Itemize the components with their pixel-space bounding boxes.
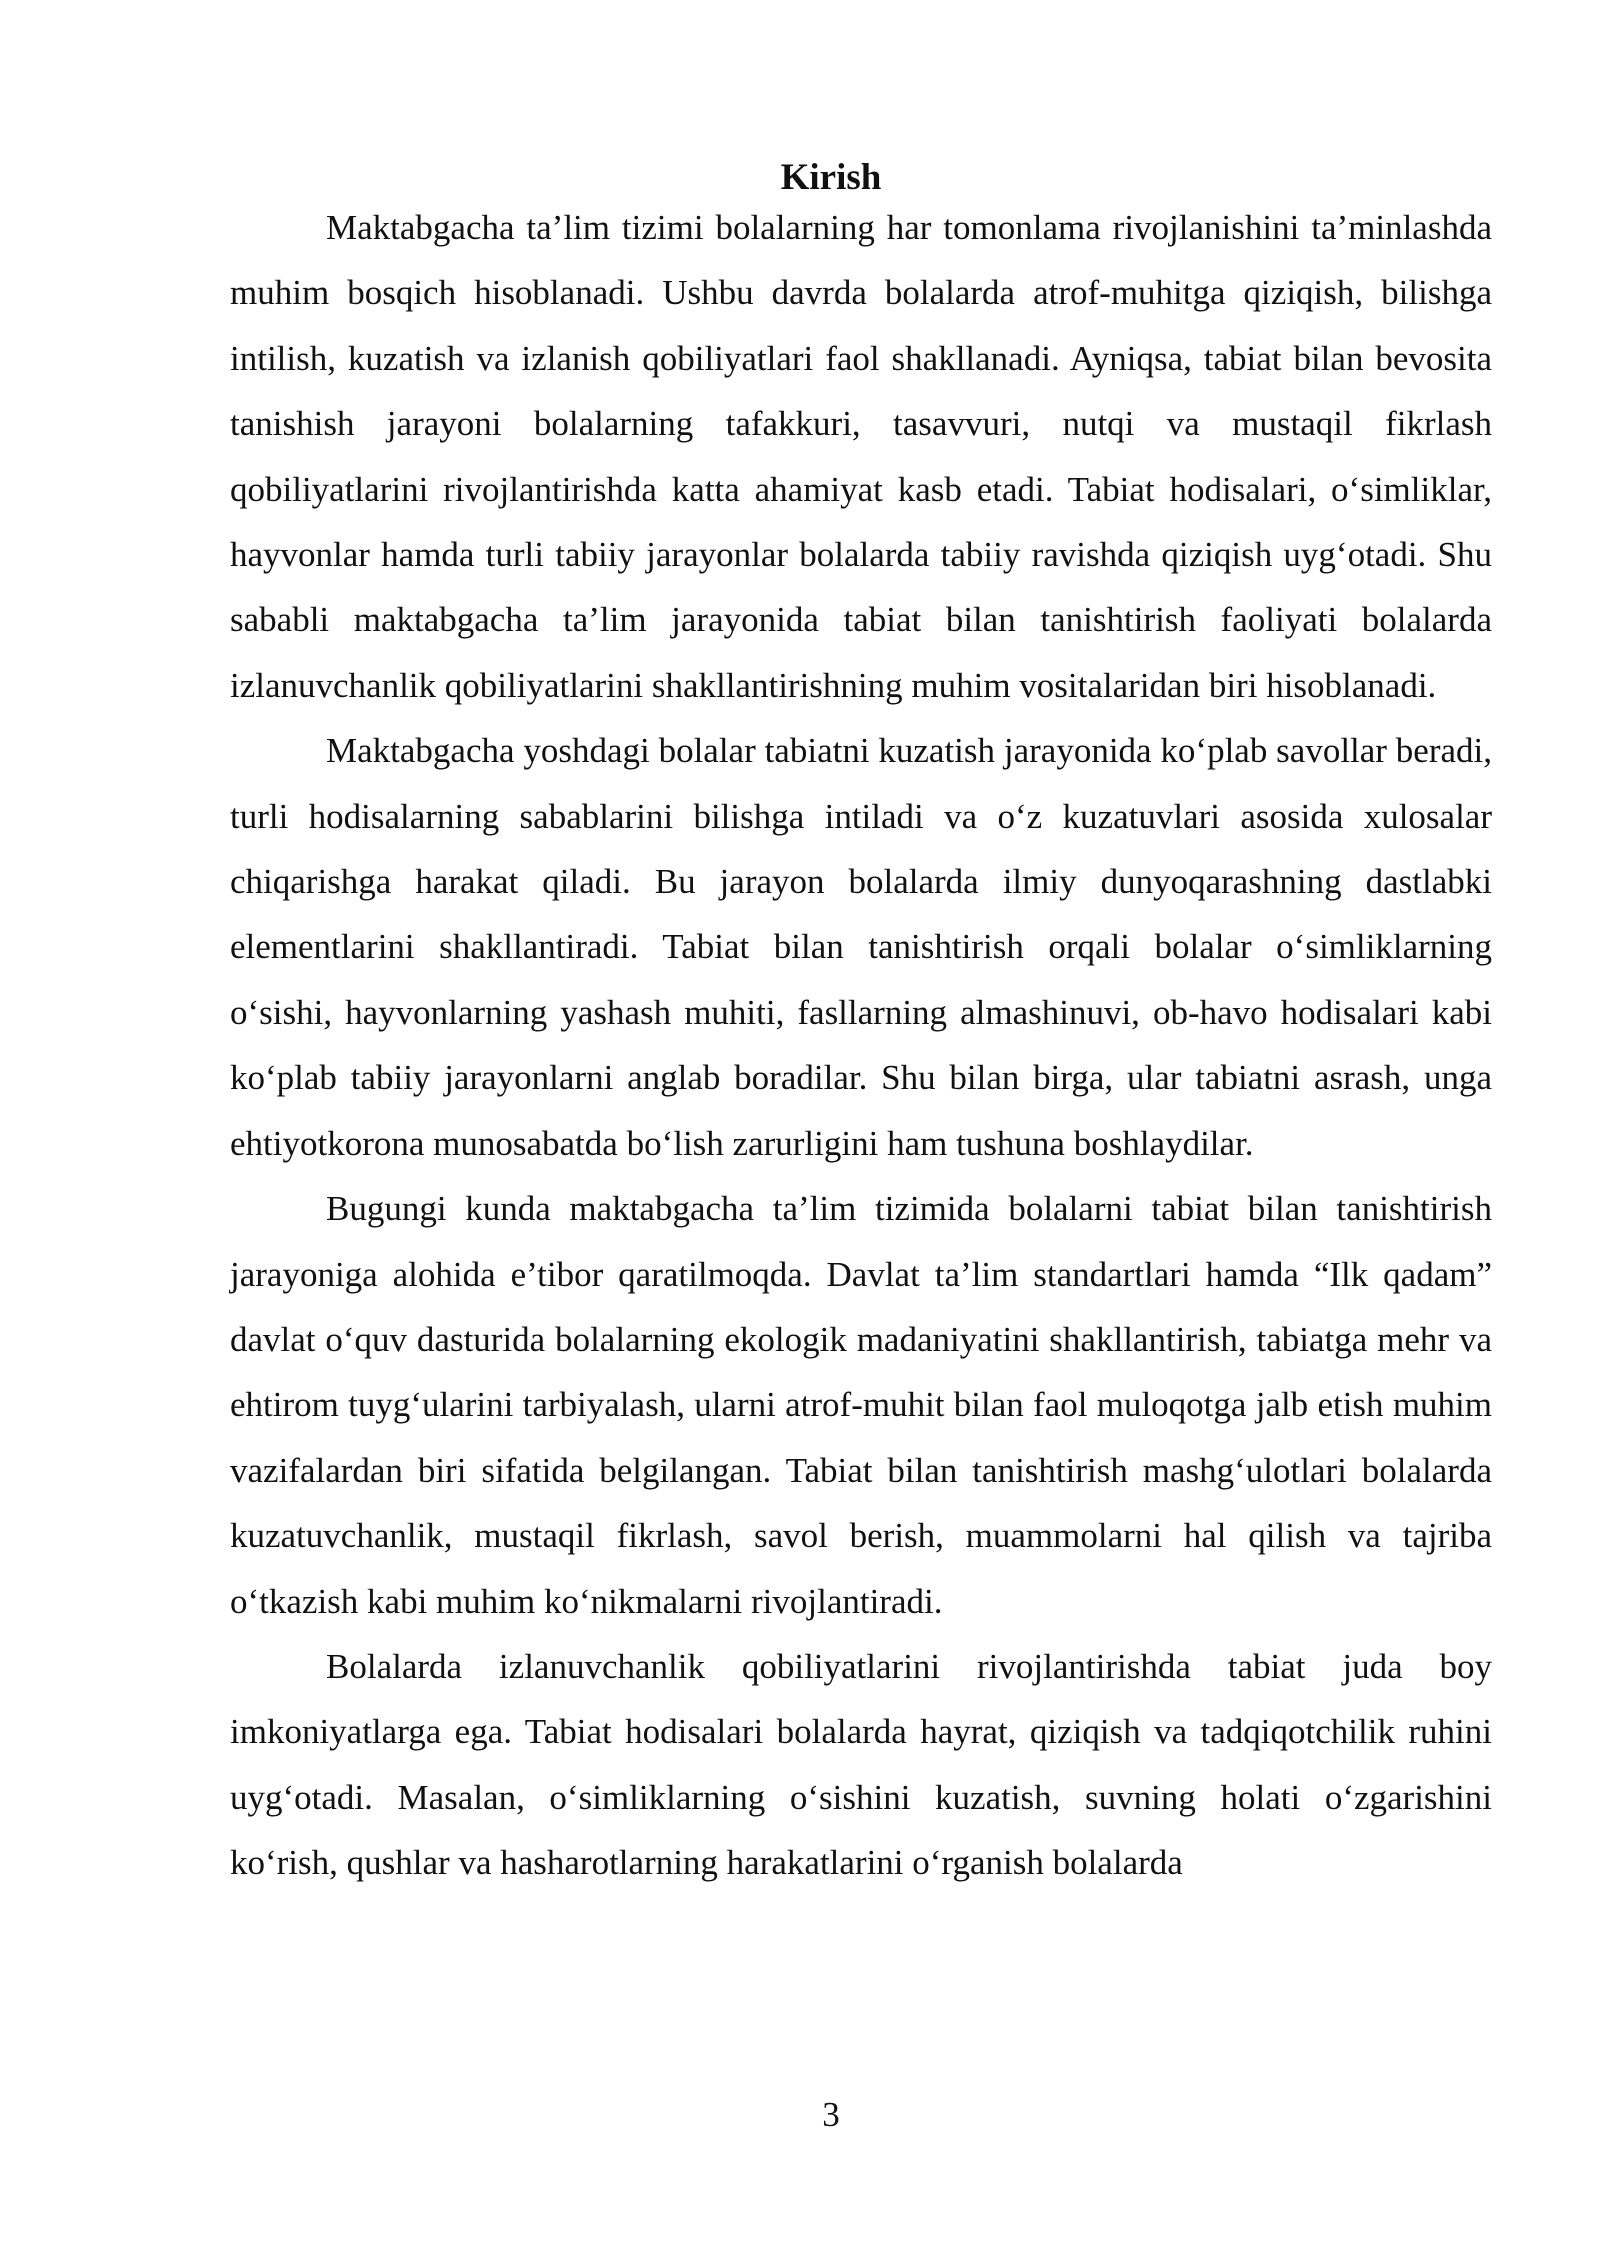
paragraph: Maktabgacha yoshdagi bolalar tabiatni kuzatish jarayonida ko‘plab savollar beradi, turli hodisalarning sabablarini bilishga intiladi va o‘z kuzatuvlari asosida xulosalar chiqarishga harakat qiladi. Bu jarayon bolalarda ilmiy dunyoqarashning dastlabki elementlarini shakllantiradi. Tabiat bilan tanishtirish orqali bolalar o‘simliklarning o‘sishi, hayvonlarning yashash muhiti, fasllarning almashinuvi, ob-havo hodisalari kabi ko‘plab tabiiy jarayonlarni anglab boradilar. Shu bilan birga, ular tabiatni asrash, unga ehtiyotkorona munosabatda bo‘lish zarurligini ham tushuna boshlaydilar. xyxy=(230,731,1492,1163)
page-number: 3 xyxy=(822,2095,840,2134)
body-text xyxy=(230,195,1492,1896)
paragraph: Bolalarda izlanuvchanlik qobiliyatlarini rivojlantirishda tabiat juda boy imkoniyatlarga ega. Tabiat hodisalari bolalarda hayrat, qiziqish va tadqiqotchilik ruhini uyg‘otadi. Masalan, o‘simliklarning o‘sishini kuzatish, suvning holati o‘zgarishini ko‘rish, qushlar va hasharotlarning harakatlarini o‘rganish bolalarda xyxy=(230,1646,1492,1883)
section-title: Kirish xyxy=(780,157,882,198)
paragraph: Bugungi kunda maktabgacha ta’lim tizimida bolalarni tabiat bilan tanishtirish jarayoniga alohida e’tibor qaratilmoqda. Davlat ta’lim standartlari hamda “Ilk qadam” davlat o‘quv dasturida bolalarning ekologik madaniyatini shakllantirish, tabiatga mehr va ehtirom tuyg‘ularini tarbiyalash, ularni atrof-muhit bilan faol muloqotga jalb etish muhim vazifalardan biri sifatida belgilangan. Tabiat bilan tanishtirish mashg‘ulotlari bolalarda kuzatuvchanlik, mustaqil fikrlash, savol berish, muammolarni hal qilish va tajriba o‘tkazish kabi muhim ko‘nikmalarni rivojlantiradi. xyxy=(230,1189,1492,1621)
paragraph: Maktabgacha ta’lim tizimi bolalarning har tomonlama rivojlanishini ta’minlashda muhim bosqich hisoblanadi. Ushbu davrda bolalarda atrof-muhitga qiziqish, bilishga intilish, kuzatish va izlanish qobiliyatlari faol shakllanadi. Ayniqsa, tabiat bilan bevosita tanishish jarayoni bolalarning tafakkuri, tasavvuri, nutqi va mustaqil fikrlash qobiliyatlarini rivojlantirishda katta ahamiyat kasb etadi. Tabiat hodisalari, o‘simliklar, hayvonlar hamda turli tabiiy jarayonlar bolalarda tabiiy ravishda qiziqish uyg‘otadi. Shu sababli maktabgacha ta’lim jarayonida tabiat bilan tanishtirish faoliyati bolalarda izlanuvchanlik qobiliyatlarini shakllantirishning muhim vositalaridan biri hisoblanadi. xyxy=(230,208,1492,705)
